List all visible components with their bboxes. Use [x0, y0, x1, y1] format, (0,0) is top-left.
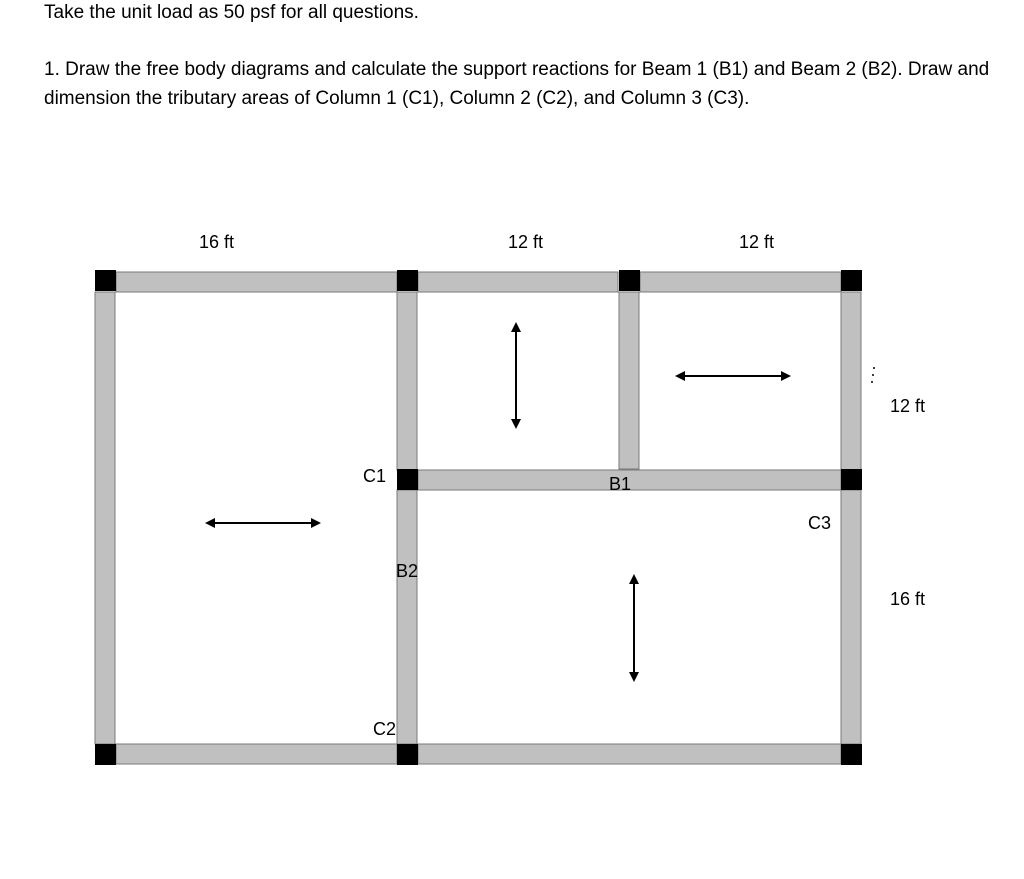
beam-right-upper — [841, 292, 861, 470]
column-bottom-right — [841, 744, 862, 765]
beam-top-left — [116, 272, 397, 292]
dim-top-3: 12 ft — [739, 232, 775, 252]
label-c3: C3 — [808, 513, 832, 533]
column-c2 — [397, 744, 418, 765]
beam-bottom-right — [418, 744, 841, 764]
beam-right-lower — [841, 490, 861, 744]
column-top-left — [95, 270, 116, 291]
label-c1: C1 — [363, 466, 387, 486]
beam-top-right — [640, 272, 841, 292]
intro-text: Take the unit load as 50 psf for all questions. — [44, 2, 419, 23]
column-top-inner — [619, 270, 640, 291]
column-c3 — [841, 469, 862, 490]
column-top-right — [841, 270, 862, 291]
label-b1: B1 — [609, 474, 632, 494]
beam-bottom-left — [116, 744, 397, 764]
question-text: 1. Draw the free body diagrams and calculate the support reactions for Beam 1 (B1) and Beam 2 (B2). Draw and dimension the tributary areas of Column 1 (C1), Column 2 (C2), and Column 3 (C3). — [44, 59, 990, 109]
beam-top-middle — [418, 272, 618, 292]
label-c2: C2 — [373, 719, 397, 739]
dim-right-2: 16 ft — [890, 589, 926, 609]
beam-b2 — [397, 490, 417, 744]
dim-top-1: 16 ft — [199, 232, 235, 252]
beams — [95, 272, 861, 764]
columns — [95, 270, 862, 765]
beam-mid-upper — [397, 292, 417, 470]
stray-mark — [871, 367, 875, 383]
column-top-mid — [397, 270, 418, 291]
dim-right-1: 12 ft — [890, 396, 926, 416]
member-labels — [363, 466, 831, 739]
label-b2: B2 — [396, 561, 419, 581]
beam-left — [95, 292, 115, 744]
dim-top-2: 12 ft — [508, 232, 544, 252]
beam-inner — [619, 292, 639, 469]
column-c1 — [397, 469, 418, 490]
column-bottom-left — [95, 744, 116, 765]
span-arrows — [207, 324, 789, 680]
